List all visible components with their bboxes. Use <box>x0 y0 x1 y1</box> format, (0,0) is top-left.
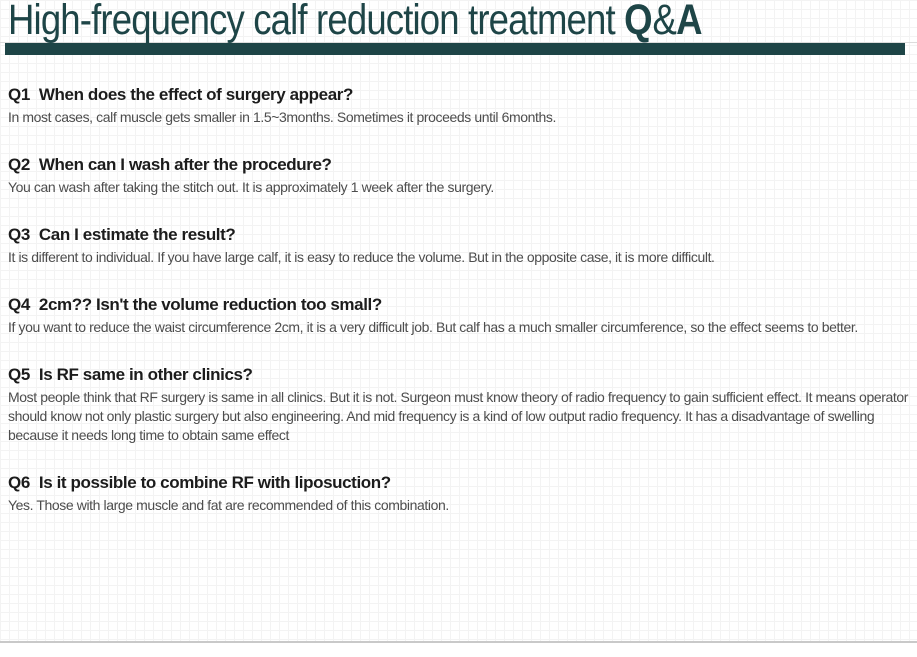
question-text: 2cm?? Isn't the volume reduction too small? <box>38 295 382 314</box>
bottom-divider-line <box>0 641 917 643</box>
question-heading <box>8 364 913 385</box>
answer-text: If you want to reduce the waist circumference 2cm, it is a very difficult job. But calf has a much smaller circumference, so the effect seems to better. <box>8 319 858 335</box>
question-number: Q6 <box>8 473 30 492</box>
question-text: When can I wash after the procedure? <box>38 155 332 174</box>
page-title-ampersand: & <box>652 0 677 44</box>
question-number: Q3 <box>8 225 30 244</box>
question-number: Q5 <box>8 365 30 384</box>
qa-section-3 <box>8 224 913 267</box>
page-title-main: High-frequency calf reduction treatment <box>8 0 625 44</box>
page-title-a: A <box>676 0 703 44</box>
question-heading <box>8 472 913 493</box>
answer-text: In most cases, calf muscle gets smaller in 1.5~3months. Sometimes it proceeds until 6months. <box>8 109 556 125</box>
answer-text: It is different to individual. If you have large calf, it is easy to reduce the volume. But in the opposite case, it is more difficult. <box>8 249 715 265</box>
answer-text: Yes. Those with large muscle and fat are recommended of this combination. <box>8 497 449 513</box>
question-text: Can I estimate the result? <box>38 225 236 244</box>
qa-section-2 <box>8 154 913 197</box>
question-text: Is RF same in other clinics? <box>38 365 253 384</box>
question-text: Is it possible to combine RF with liposuction? <box>38 473 391 492</box>
page-header <box>0 0 917 56</box>
question-heading <box>8 224 913 245</box>
page-title <box>8 0 702 45</box>
qa-section-4 <box>8 294 913 337</box>
page-title-q: Q <box>624 0 653 44</box>
qa-section-1 <box>8 84 913 127</box>
question-number: Q4 <box>8 295 30 314</box>
question-heading <box>8 294 913 315</box>
qa-section-6 <box>8 472 913 515</box>
qa-section-5 <box>8 364 913 445</box>
question-heading <box>8 84 913 105</box>
qa-list <box>8 84 913 542</box>
question-number: Q1 <box>8 85 30 104</box>
question-heading <box>8 154 913 175</box>
answer-text: Most people think that RF surgery is same in all clinics. But it is not. Surgeon must know theory of radio frequency to gain sufficient effect. It means operator should know not only plastic surgery but also engineering. And mid frequency is a kind of low output radio frequency. It has a disadvantage of swelling because it needs long time to obtain same effect <box>8 389 909 443</box>
question-number: Q2 <box>8 155 30 174</box>
answer-text: You can wash after taking the stitch out. It is approximately 1 week after the surgery. <box>8 179 494 195</box>
question-text: When does the effect of surgery appear? <box>38 85 353 104</box>
